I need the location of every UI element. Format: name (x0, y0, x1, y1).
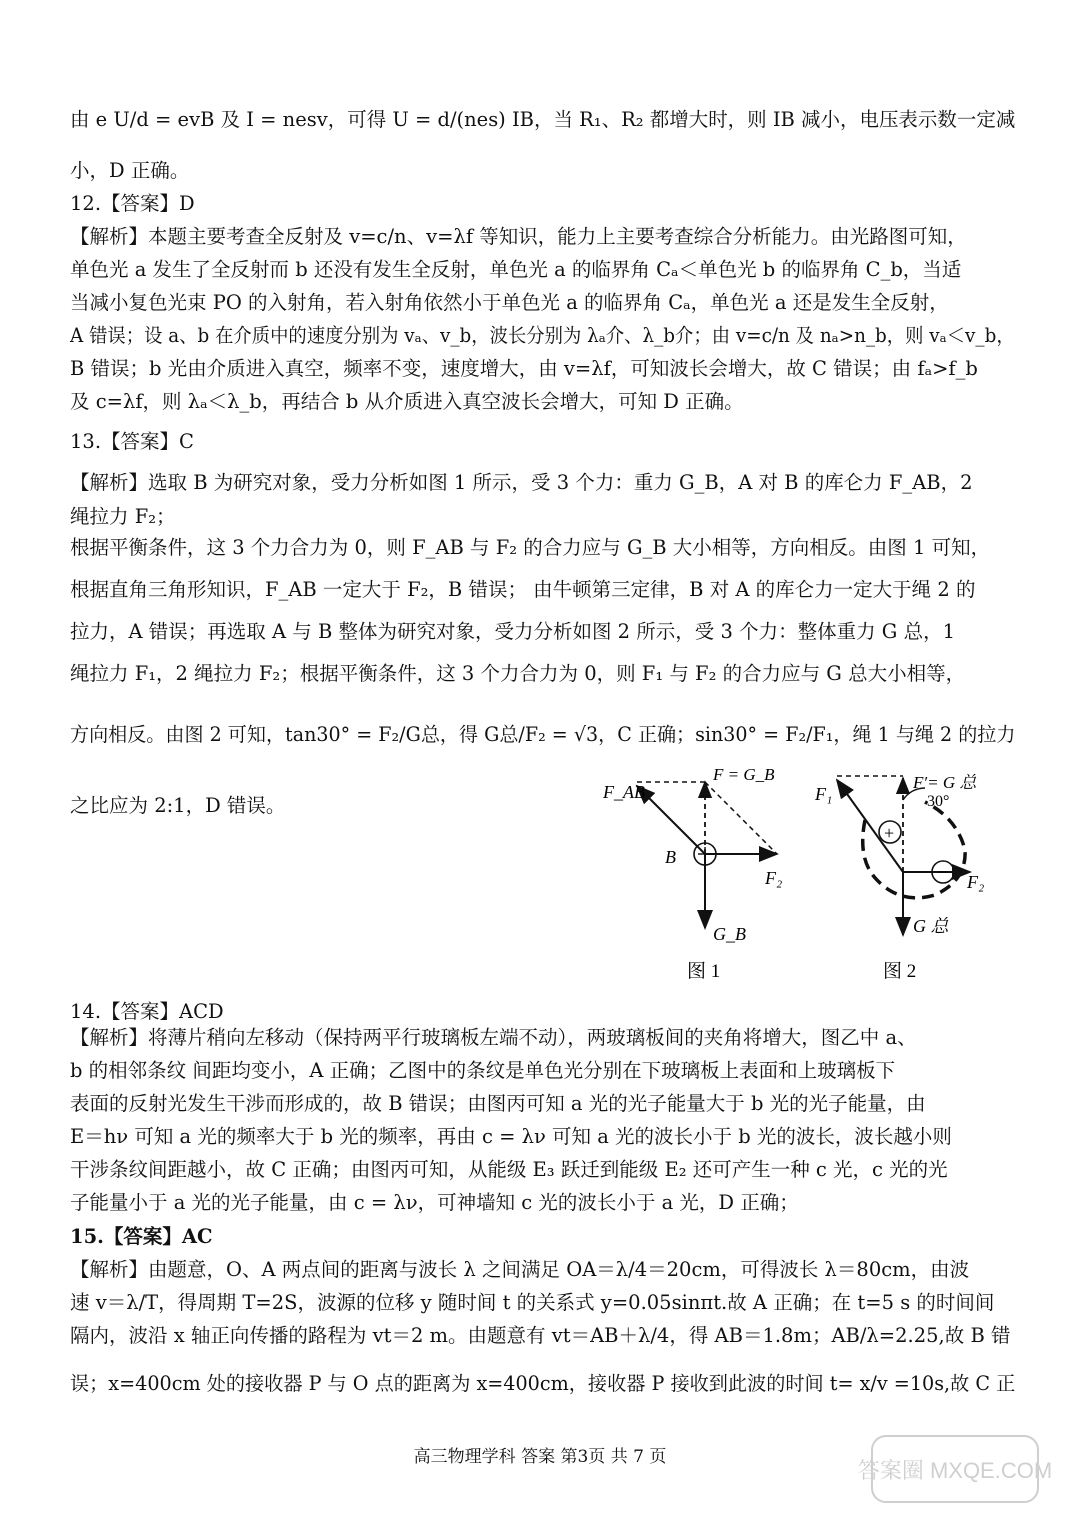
text-line-4: 单色光 a 发生了全反射而 b 还没有发生全反射，单色光 a 的临界角 Cₐ＜单色光 b 的临界角 C_b，当适 (70, 258, 962, 281)
text-line-11: 根据平衡条件，这 3 个力合力为 0，则 F_AB 与 F₂ 的合力应与 G_B 大小相等，方向相反。由图 1 可知， (70, 536, 991, 559)
fab-arrow (637, 786, 705, 854)
text-line-17: 【解析】将薄片稍向左移动（保持两平行玻璃板左端不动），两玻璃板间的夹角将增大，图乙中 a、 (70, 1026, 917, 1049)
minus-sign: − (937, 862, 948, 882)
text-line-13: 拉力，A 错误；再选取 A 与 B 整体为研究对象，受力分析如图 2 所示，受 3 个力：整体重力 G 总，1 (70, 620, 955, 643)
q15-answer: 15.【答案】AC (70, 1225, 213, 1248)
text-line-21: 干涉条纹间距越小，故 C 正确；由图丙可知，从能级 E₃ 跃迁到能级 E₂ 还可产生一种 c 光，c 光的光 (70, 1158, 948, 1181)
q14-answer: 14.【答案】ACD (70, 1000, 224, 1023)
text-line-25: 隔内，波沿 x 轴正向传播的路程为 vt＝2 m。由题意有 vt＝AB＋λ/4，得 AB＝1.8m；AB/λ=2.25,故 B 错 (70, 1324, 1011, 1347)
system-boundary-dashed-ellipse (863, 802, 965, 898)
text-line-12: 根据直角三角形知识，F_AB 一定大于 F₂，B 错误； 由牛顿第三定律，B 对 A 的库仑力一定大于绳 2 的 (70, 578, 976, 601)
text-line-9: 【解析】选取 B 为研究对象，受力分析如图 1 所示，受 3 个力：重力 G_B，A 对 B 的库仑力 F_AB，2 (70, 471, 973, 494)
watermark-logo (857, 1434, 1053, 1504)
figure-1-caption: 图 1 (687, 961, 721, 982)
text-line-26: 误；x=400cm 处的接收器 P 与 O 点的距离为 x=400cm，接收器 P 接收到此波的时间 t= x/v =10s,故 C 正 (70, 1372, 1016, 1395)
text-line-16: 之比应为 2:1，D 错误。 (70, 794, 286, 817)
f1-label: F₁ (815, 784, 833, 804)
plus-sign: + (884, 823, 895, 843)
b-label: B (665, 847, 676, 867)
text-line-19: 表面的反射光发生干涉而形成的，故 B 错误；由图丙可知 a 光的光子能量大于 b 光的光子能量，由 (70, 1092, 926, 1115)
text-line-20: E＝hν 可知 a 光的频率大于 b 光的频率，再由 c = λν 可知 a 光的波长小于 b 光的波长，波长越小则 (70, 1125, 952, 1148)
f2-label: F₂ (765, 868, 783, 888)
text-line-22: 子能量小于 a 光的光子能量，由 c = λν，可神墙知 c 光的波长小于 a 光，D 正确； (70, 1191, 799, 1214)
q12-answer: 12.【答案】D (70, 192, 195, 215)
text-line-5: 当减小复色光束 PO 的入射角，若入射角依然小于单色光 a 的临界角 Cₐ，单色光 a 还是发生全反射， (70, 291, 949, 314)
text-line-1: 由 e U/d = evB 及 I = nesv，可得 U = d/(nes) IB，当 R₁、R₂ 都增大时，则 IB 减小，电压表示数一定减 (70, 108, 1016, 131)
text-line-6: A 错误；设 a、b 在介质中的速度分别为 vₐ、v_b，波长分别为 λₐ介、λ_b介；由 v=c/n 及 nₐ>n_b，则 vₐ＜v_b， (70, 324, 1015, 347)
q13-answer: 13.【答案】C (70, 430, 194, 453)
figure-1-force-diagram (595, 760, 795, 990)
watermark-text: 答案圈 MXQE.COM (857, 1458, 1053, 1483)
text-line-7: B 错误；b 光由介质进入真空，频率不变，速度增大，由 v=λf，可知波长会增大，故 C 错误；由 fₐ>f_b (70, 357, 978, 380)
page-footer: 高三物理学科 答案 第3页 共 7 页 (413, 1447, 667, 1467)
f-label: F = G_B (713, 765, 775, 784)
text-line-2: 小，D 正确。 (70, 159, 190, 182)
fprime-label: F′= G 总 (913, 773, 977, 792)
text-line-18: b 的相邻条纹 间距均变小，A 正确；乙图中的条纹是单色光分别在下玻璃板上表面和上玻璃板下 (70, 1059, 896, 1082)
gb-label: G_B (713, 924, 746, 944)
text-line-15: 方向相反。由图 2 可知，tan30° = F₂/G总，得 G总/F₂ = √3，C 正确；sin30° = F₂/F₁，绳 1 与绳 2 的拉力 (70, 723, 1016, 746)
text-line-14: 绳拉力 F₁，2 绳拉力 F₂；根据平衡条件，这 3 个力合力为 0，则 F₁ 与 F₂ 的合力应与 G 总大小相等， (70, 662, 966, 685)
f2-label: F₂ (967, 872, 985, 892)
text-line-23: 【解析】由题意，O、A 两点间的距离与波长 λ 之间满足 OA＝λ/4＝20cm，可得波长 λ＝80cm，由波 (70, 1258, 970, 1281)
text-line-24: 速 v＝λ/T，得周期 T=2S，波源的位移 y 随时间 t 的关系式 y=0.05sinπt.故 A 正确；在 t=5 s 的时间间 (70, 1291, 995, 1314)
g-total-label: G 总 (913, 916, 949, 936)
text-line-3: 【解析】本题主要考查全反射及 v=c/n、v=λf 等知识，能力上主要考查综合分析能力。由光路图可知， (70, 225, 967, 248)
figure-2-caption: 图 2 (883, 961, 917, 982)
figure-2-force-diagram (805, 760, 1015, 990)
angle-label: 30° (927, 793, 950, 810)
text-line-10: 绳拉力 F₂； (70, 505, 176, 528)
fab-label: F_AB (603, 782, 645, 802)
text-line-8: 及 c=λf，则 λₐ＜λ_b，再结合 b 从介质进入真空波长会增大，可知 D 正确。 (70, 390, 744, 413)
